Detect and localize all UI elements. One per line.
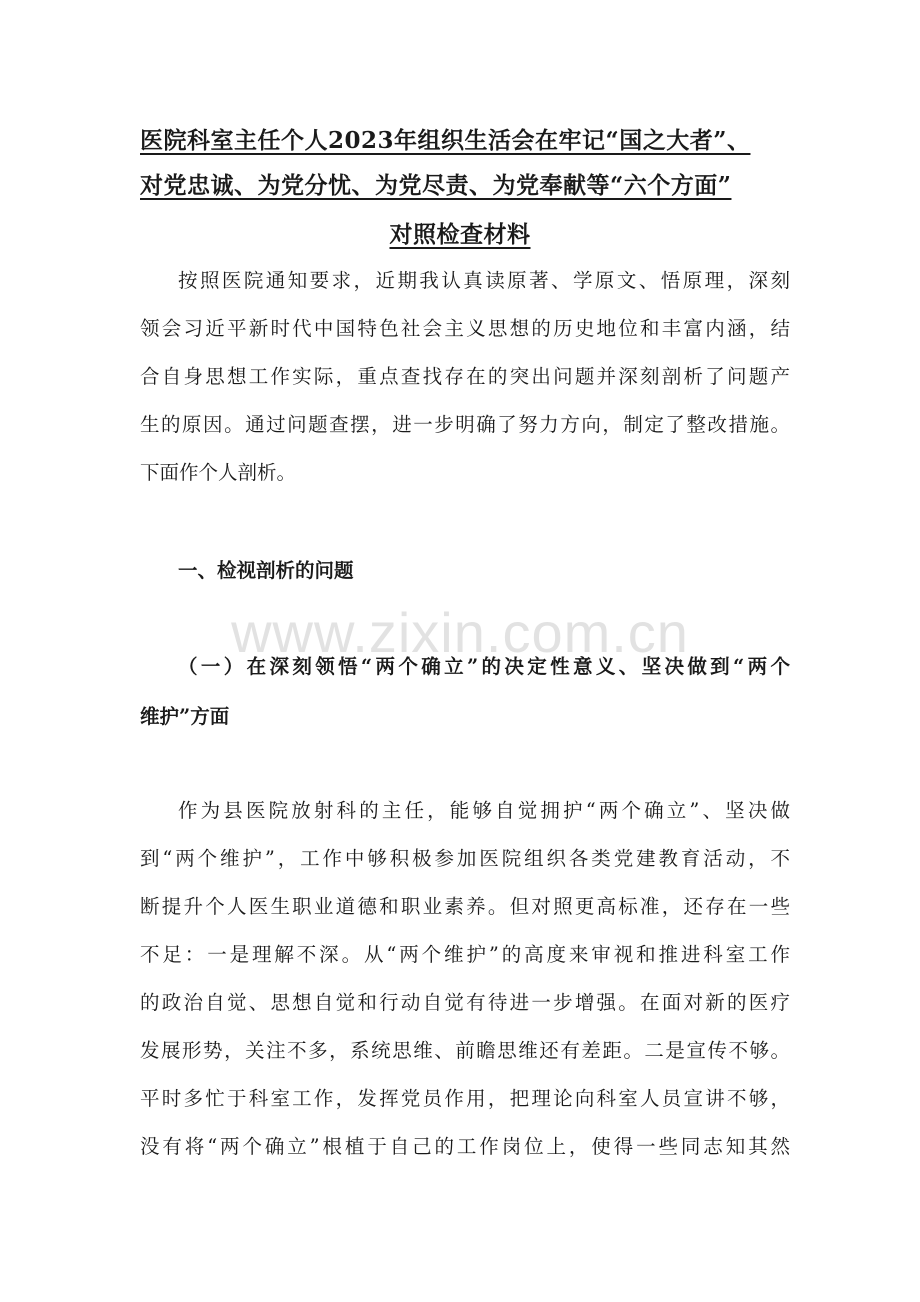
body-line: 作为县医院放射科的主任，能够自觉拥护“两个确立”、坚决做 <box>178 799 790 822</box>
intro-line: 按照医院通知要求，近期我认真读原著、学原文、悟原理，深刻 <box>178 269 790 292</box>
intro-line: 合自身思想工作实际，重点查找存在的突出问题并深刻剖析了问题产 <box>140 365 790 388</box>
body-line: 没有将“两个确立”根植于自己的工作岗位上，使得一些同志知其然 <box>140 1135 790 1158</box>
watermark: www.zixin.com.cn <box>231 601 689 664</box>
body-line: 到“两个维护”，工作中够积极参加医院组织各类党建教育活动，不 <box>140 847 790 870</box>
document-title-line-2: 对党忠诚、为党分忧、为党尽责、为党奉献等“六个方面” <box>140 172 732 199</box>
body-line: 的政治自觉、思想自觉和行动自觉有待进一步增强。在面对新的医疗 <box>140 991 790 1014</box>
body-line: 发展形势，关注不多，系统思维、前瞻思维还有差距。二是宣传不够。 <box>140 1039 790 1062</box>
subsection-heading-line-2: 维护”方面 <box>140 705 230 728</box>
section-heading: 一、检视剖析的问题 <box>178 559 354 582</box>
document-title-line-1: 医院科室主任个人2023年组织生活会在牢记“国之大者”、 <box>140 127 751 154</box>
intro-line: 领会习近平新时代中国特色社会主义思想的历史地位和丰富内涵，结 <box>140 317 790 340</box>
document-title-line-3: 对照检查材料 <box>389 221 531 248</box>
body-line: 平时多忙于科室工作，发挥党员作用，把理论向科室人员宣讲不够， <box>140 1087 790 1110</box>
body-line: 断提升个人医生职业道德和职业素养。但对照更高标准，还存在一些 <box>140 895 790 918</box>
body-line: 不足：一是理解不深。从“两个维护”的高度来审视和推进科室工作 <box>140 943 790 966</box>
intro-line: 生的原因。通过问题查摆，进一步明确了努力方向，制定了整改措施。 <box>140 413 790 436</box>
subsection-heading-line-1: （一）在深刻领悟“两个确立”的决定性意义、坚决做到“两个 <box>178 655 790 678</box>
intro-line: 下面作个人剖析。 <box>140 461 297 484</box>
